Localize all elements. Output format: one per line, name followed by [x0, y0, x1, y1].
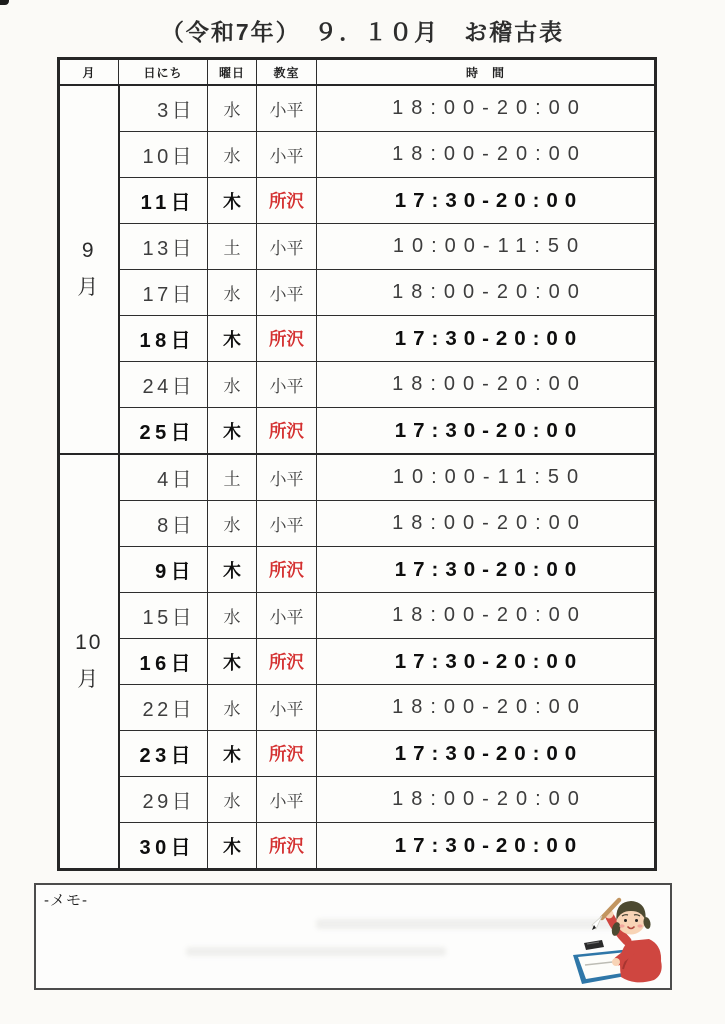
cell-time: 18:00-20:00 — [317, 593, 656, 639]
header-weekday: 曜日 — [208, 59, 257, 86]
schedule-row — [59, 85, 656, 132]
cell-date: 3日 — [119, 85, 208, 132]
cell-room: 所沢 — [257, 547, 317, 593]
cell-room: 小平 — [257, 132, 317, 178]
cell-date: 25日 — [119, 408, 208, 455]
cell-room: 所沢 — [257, 639, 317, 685]
cell-weekday: 木 — [208, 316, 257, 362]
schedule-row — [59, 408, 656, 455]
schedule-row — [59, 224, 656, 270]
cell-time: 18:00-20:00 — [317, 501, 656, 547]
cell-weekday: 水 — [208, 593, 257, 639]
cell-time: 18:00-20:00 — [317, 362, 656, 408]
schedule-row — [59, 270, 656, 316]
cell-weekday: 木 — [208, 639, 257, 685]
schedule-row — [59, 593, 656, 639]
cell-room: 小平 — [257, 362, 317, 408]
cell-date: 10日 — [119, 132, 208, 178]
cell-room: 小平 — [257, 501, 317, 547]
cell-room: 小平 — [257, 593, 317, 639]
cell-room: 所沢 — [257, 178, 317, 224]
cell-weekday: 水 — [208, 362, 257, 408]
schedule-row — [59, 639, 656, 685]
cell-room: 小平 — [257, 85, 317, 132]
cell-weekday: 木 — [208, 823, 257, 870]
schedule-table — [57, 57, 657, 871]
cell-room: 小平 — [257, 454, 317, 501]
schedule-row — [59, 362, 656, 408]
cell-date: 24日 — [119, 362, 208, 408]
cell-weekday: 木 — [208, 408, 257, 455]
header-date: 日にち — [119, 59, 208, 86]
header-room: 教室 — [257, 59, 317, 86]
cell-date: 9日 — [119, 547, 208, 593]
schedule-row — [59, 731, 656, 777]
cell-date: 29日 — [119, 777, 208, 823]
cell-time: 10:00-11:50 — [317, 454, 656, 501]
cell-date: 8日 — [119, 501, 208, 547]
cell-time: 18:00-20:00 — [317, 685, 656, 731]
cell-weekday: 水 — [208, 777, 257, 823]
cell-time: 17:30-20:00 — [317, 731, 656, 777]
cell-time: 17:30-20:00 — [317, 408, 656, 455]
schedule-row — [59, 823, 656, 870]
cell-room: 所沢 — [257, 408, 317, 455]
cell-room: 小平 — [257, 777, 317, 823]
month-label: 9 月 — [59, 85, 119, 454]
memo-label: -メモ- — [44, 892, 88, 909]
cell-date: 11日 — [119, 178, 208, 224]
calligraphy-girl-illustration — [565, 889, 667, 987]
cell-time: 18:00-20:00 — [317, 85, 656, 132]
cell-date: 22日 — [119, 685, 208, 731]
cell-room: 所沢 — [257, 316, 317, 362]
schedule-row — [59, 685, 656, 731]
schedule-body — [59, 85, 656, 870]
schedule-row — [59, 547, 656, 593]
schedule-row — [59, 316, 656, 362]
page-title: （令和7年） ９．１０月 お稽古表 — [160, 19, 565, 45]
ink-stone-icon — [584, 940, 604, 950]
cell-time: 17:30-20:00 — [317, 178, 656, 224]
cell-weekday: 水 — [208, 85, 257, 132]
cell-weekday: 水 — [208, 685, 257, 731]
cell-time: 17:30-20:00 — [317, 639, 656, 685]
cell-date: 13日 — [119, 224, 208, 270]
header-month: 月 — [59, 59, 119, 86]
memo-box — [34, 883, 672, 990]
schedule-row — [59, 501, 656, 547]
cell-time: 17:30-20:00 — [317, 823, 656, 870]
header-time: 時 間 — [317, 59, 656, 86]
schedule-row — [59, 178, 656, 224]
cell-date: 30日 — [119, 823, 208, 870]
cell-time: 10:00-11:50 — [317, 224, 656, 270]
cell-time: 17:30-20:00 — [317, 316, 656, 362]
cell-time: 18:00-20:00 — [317, 132, 656, 178]
schedule-row — [59, 777, 656, 823]
cell-room: 小平 — [257, 224, 317, 270]
cell-room: 小平 — [257, 685, 317, 731]
cell-weekday: 水 — [208, 501, 257, 547]
cell-weekday: 水 — [208, 132, 257, 178]
cell-date: 15日 — [119, 593, 208, 639]
scan-bleed-artifact — [186, 947, 446, 956]
cell-date: 17日 — [119, 270, 208, 316]
schedule-row — [59, 132, 656, 178]
cell-date: 4日 — [119, 454, 208, 501]
cell-date: 18日 — [119, 316, 208, 362]
cell-date: 16日 — [119, 639, 208, 685]
cell-weekday: 木 — [208, 731, 257, 777]
cell-weekday: 木 — [208, 178, 257, 224]
cell-weekday: 木 — [208, 547, 257, 593]
cell-room: 所沢 — [257, 731, 317, 777]
cell-time: 18:00-20:00 — [317, 270, 656, 316]
cell-weekday: 土 — [208, 224, 257, 270]
cell-weekday: 水 — [208, 270, 257, 316]
cell-time: 17:30-20:00 — [317, 547, 656, 593]
schedule-row — [59, 454, 656, 501]
scan-corner-artifact — [0, 0, 9, 5]
cell-room: 小平 — [257, 270, 317, 316]
schedule-header — [59, 59, 656, 86]
cell-date: 23日 — [119, 731, 208, 777]
month-label: 10 月 — [59, 454, 119, 870]
cell-weekday: 土 — [208, 454, 257, 501]
cell-room: 所沢 — [257, 823, 317, 870]
cell-time: 18:00-20:00 — [317, 777, 656, 823]
